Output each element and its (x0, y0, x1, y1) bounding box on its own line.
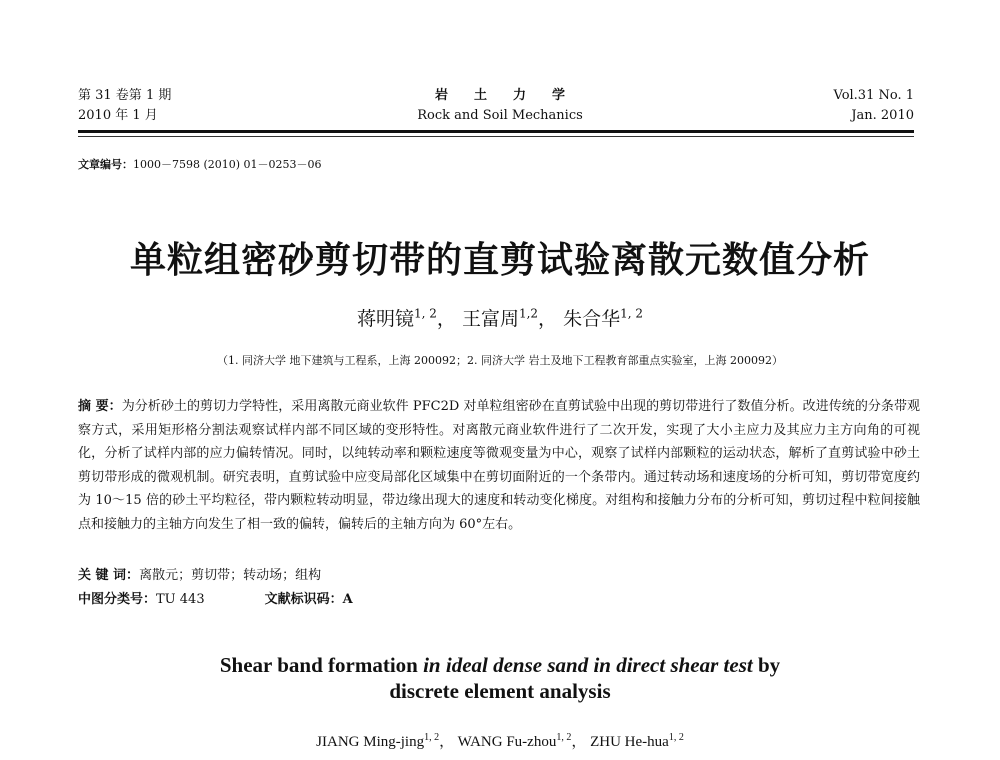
author-cn-name: 蒋明镜 (356, 308, 414, 330)
author-cn-sep: ， (538, 308, 558, 330)
header-vol-no: Vol.31 No. 1 (833, 88, 914, 103)
title-en-part2: in ideal dense sand in direct shear test (423, 653, 753, 677)
classification (78, 588, 353, 607)
doc-code-value: A (342, 592, 353, 607)
paper-title-cn: 单粒组密砂剪切带的直剪试验离散元数值分析 (129, 240, 870, 281)
abstract (78, 395, 920, 537)
header-volume-issue: 第 31 卷第 1 期 (78, 88, 172, 103)
authors-cn (0, 304, 1000, 331)
author-en-affil: 1, 2 (424, 732, 440, 743)
header-rule-thick (78, 130, 914, 133)
clc-label: 中图分类号： (78, 592, 157, 607)
author-cn-sep: ， (436, 308, 456, 330)
author-cn-affil: 1,2 (518, 306, 539, 321)
author-cn-affil: 1, 2 (620, 306, 644, 321)
author-en-name: JIANG Ming-jing (316, 734, 425, 750)
authors-en (0, 730, 1000, 751)
author-cn-name: 王富周 (461, 308, 519, 330)
title-en-part3: by (752, 653, 781, 677)
author-en-sep: ， (571, 734, 587, 750)
keywords (78, 564, 321, 583)
abstract-label: 摘 要： (78, 399, 122, 414)
affiliation-cn: （1. 同济大学 地下建筑与工程系，上海 200092；2. 同济大学 岩土及地下工程教育部重点实验室，上海 200092） (217, 354, 783, 367)
article-number (78, 156, 322, 172)
journal-name-cn: 岩土力学 (434, 88, 591, 103)
abstract-text: 为分析砂土的剪切力学特性，采用离散元商业软件 PFC2D 对单粒组密砂在直剪试验中出现的剪切带进行了数值分析。改进传统的分条带观察方式，采用矩形格分割法观察试样内部不同区域的变形特性。对离散元商业软件进行了二次开发，实现了大小主应力及其应力主方向角的可视化，分析了试样内部的应力偏转情况。同时，以纯转动率和颗粒速度等微观变量为中心，观察了试样内部颗粒的运动状态，解析了直剪试验中砂土剪切带形成的微观机制。研究表明，直剪试验中应变局部化区域集中在剪切面附近的一个条带内。通过转动场和速度场的分析可知，剪切带宽度约为 10～15 倍的砂土平均粒径，带内颗粒转动明显，带边缘出现大的速度和转动变化梯度。对组构和接触力分布的分析可知，剪切过程中粒间接触点和接触力的主轴方向发生了相一致的偏转，偏转后的主轴方向为 60°左右。 (78, 399, 920, 532)
article-number-label: 文章编号： (78, 158, 133, 171)
author-cn-name: 朱合华 (563, 308, 621, 330)
keywords-text: 离散元；剪切带；转动场；组构 (139, 568, 322, 583)
paper-title-en (0, 652, 1000, 704)
journal-name-en: Rock and Soil Mechanics (417, 108, 583, 123)
title-en-line2: discrete element analysis (389, 679, 611, 703)
header-date-en: Jan. 2010 (851, 108, 914, 123)
article-number-value: 1000－7598 (2010) 01－0253－06 (133, 158, 322, 171)
author-en-sep: ， (439, 734, 455, 750)
header-rule-thin (78, 136, 914, 137)
header-date-cn: 2010 年 1 月 (78, 108, 158, 123)
title-en-part1: Shear band formation (219, 653, 424, 677)
author-en-affil: 1, 2 (668, 732, 684, 743)
doc-code-label: 文献标识码： (264, 592, 343, 607)
clc-value: TU 443 (156, 592, 205, 607)
header-volume (834, 86, 915, 126)
author-en-name: WANG Fu-zhou (457, 734, 557, 750)
author-en-affil: 1, 2 (556, 732, 572, 743)
author-cn-affil: 1, 2 (413, 306, 437, 321)
keywords-label: 关 键 词： (78, 568, 140, 583)
author-en-name: ZHU He-hua (590, 734, 669, 750)
